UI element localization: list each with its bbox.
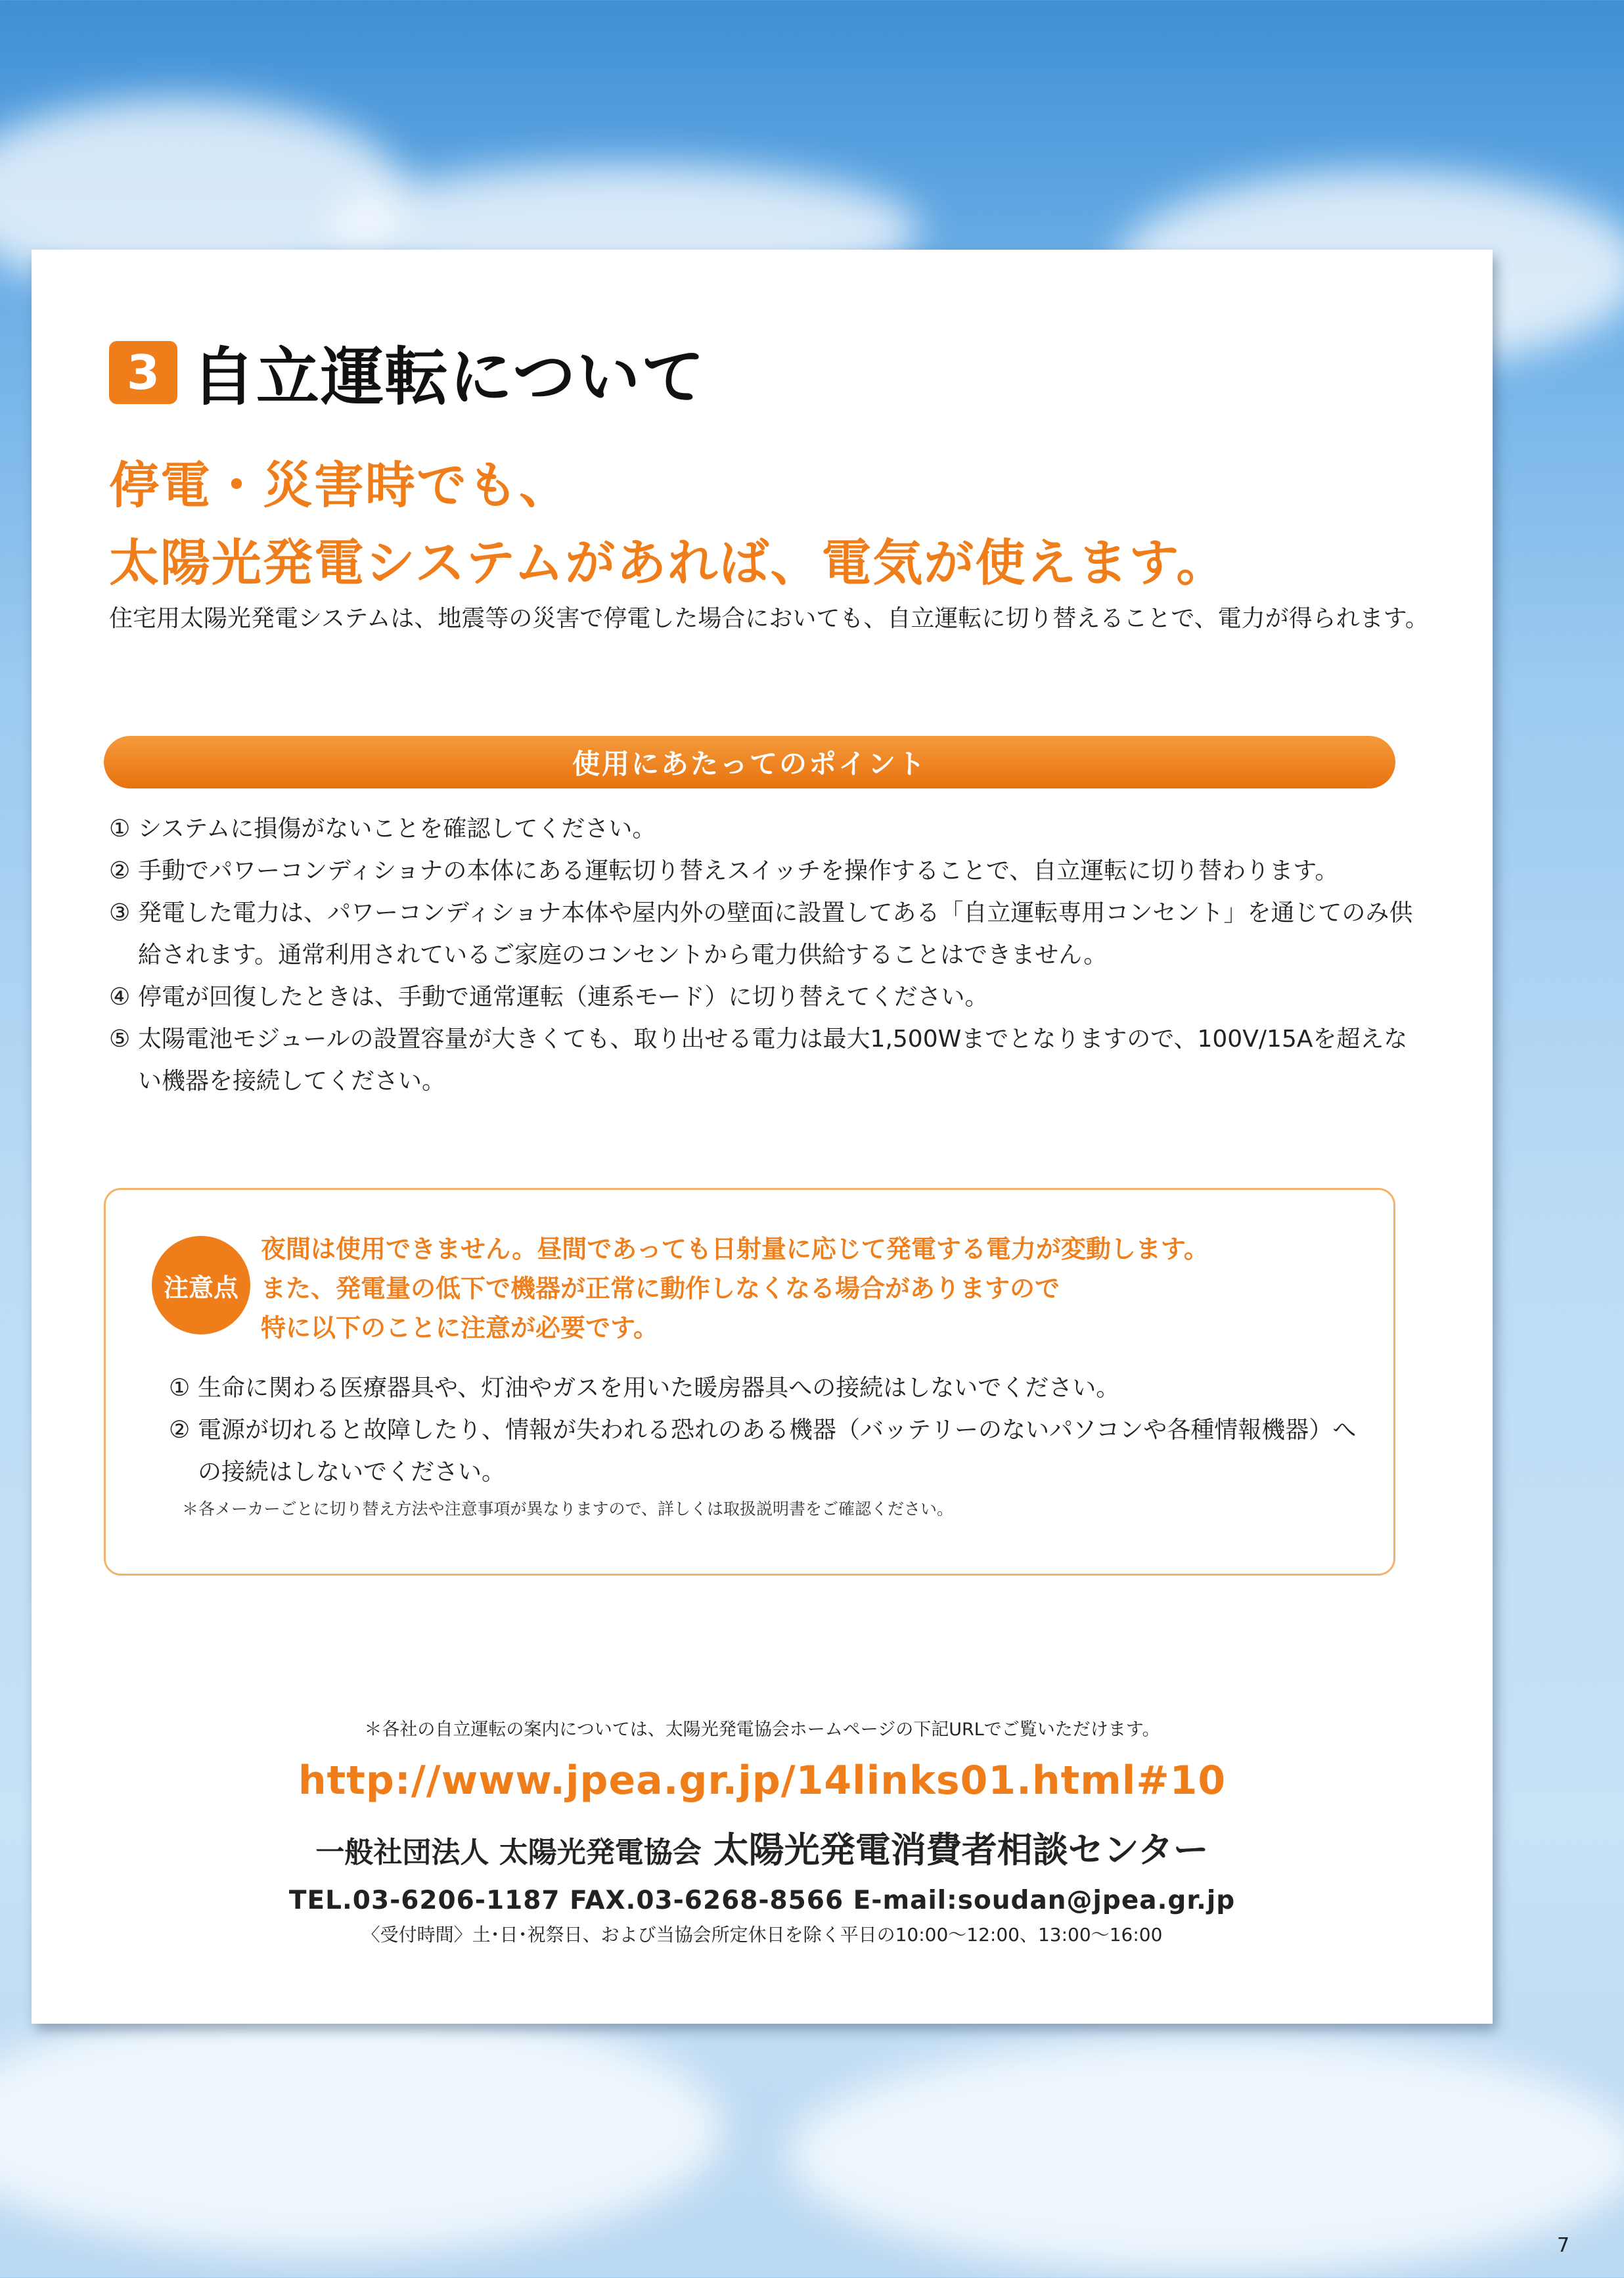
footer-url-link[interactable]: http://www.jpea.gr.jp/14links01.html#10	[298, 1758, 1227, 1804]
list-item	[169, 1367, 1365, 1409]
item-number: ③	[109, 900, 131, 926]
consumer-center-name: 太陽光発電消費者相談センター	[713, 1829, 1209, 1871]
item-text: 生命に関わる医療器具や、灯油やガスを用いた暖房器具への接続はしないでください。	[198, 1375, 1120, 1401]
points-heading-bar	[104, 736, 1395, 788]
footer-hours: 〈受付時間〉土･日･祝祭日、および当協会所定休日を除く平日の10:00～12:00、13:00～16:00	[361, 1924, 1163, 1946]
notice-warning	[261, 1229, 1209, 1348]
item-text: 太陽電池モジュールの設置容量が大きくても、取り出せる電力は最大1,500Wまでとなりますので、100V/15Aを超えない機器を接続してください。	[138, 1026, 1408, 1095]
list-item	[109, 976, 1430, 1018]
list-item	[109, 808, 1430, 850]
section-header	[109, 327, 706, 417]
cloud-decoration	[0, 2004, 723, 2254]
item-text: システムに損傷がないことを確認してください。	[138, 815, 656, 842]
notice-line-1: 夜間は使用できません。昼間であっても日射量に応じて発電する電力が変動します。	[261, 1235, 1209, 1264]
item-number: ②	[169, 1417, 191, 1444]
notice-badge: 注意点	[152, 1236, 250, 1334]
footer	[32, 1715, 1493, 1947]
notice-line-3: 特に以下のことに注意が必要です。	[261, 1313, 658, 1342]
notice-line-2: また、発電量の低下で機器が正常に動作しなくなる場合がありますので	[261, 1274, 1060, 1303]
item-text: 停電が回復したときは、手動で通常運転（連系モード）に切り替えてください。	[138, 984, 989, 1011]
headline	[109, 447, 1227, 602]
notice-list	[169, 1367, 1365, 1522]
footer-note: ＊各社の自立運転の案内については、太陽光発電協会ホームページの下記URLでご覧いただけます。	[364, 1720, 1160, 1740]
item-number: ②	[109, 857, 131, 884]
organization-name: 一般社団法人 太陽光発電協会	[315, 1836, 702, 1869]
headline-line-1: 停電・災害時でも、	[109, 456, 570, 514]
list-item	[109, 850, 1430, 892]
item-number: ④	[109, 984, 131, 1011]
page-number: 7	[1557, 2234, 1570, 2257]
fine-print: ＊各メーカーごとに切り替え方法や注意事項が異なりますので、詳しくは取扱説明書をご確認ください。	[182, 1499, 954, 1518]
notice-box	[104, 1188, 1395, 1576]
footer-organization	[32, 1822, 1493, 1873]
list-item	[169, 1409, 1365, 1493]
section-number-badge: 3	[109, 341, 177, 404]
item-number: ①	[169, 1375, 191, 1401]
points-list	[109, 808, 1430, 1103]
content-card	[32, 250, 1493, 2024]
headline-line-2: 太陽光発電システムがあれば、電気が使えます。	[109, 534, 1228, 592]
item-number: ①	[109, 815, 131, 842]
footer-contact: TEL.03-6206-1187 FAX.03-6268-8566 E-mail:soudan@jpea.gr.jp	[288, 1886, 1236, 1915]
item-text: 手動でパワーコンディショナの本体にある運転切り替えスイッチを操作することで、自立運転に切り替わります。	[138, 857, 1339, 884]
lead-paragraph: 住宅用太陽光発電システムは、地震等の災害で停電した場合においても、自立運転に切り替えることで、電力が得られます。	[109, 605, 1429, 632]
item-text: 発電した電力は、パワーコンディショナ本体や屋内外の壁面に設置してある「自立運転専用コンセント」を通じてのみ供給されます。通常利用されているご家庭のコンセントから電力供給することはできません。	[138, 900, 1413, 968]
cloud-decoration	[788, 2037, 1624, 2273]
section-title: 自立運転について	[192, 340, 706, 414]
list-item	[109, 892, 1430, 976]
item-text: 電源が切れると故障したり、情報が失われる恐れのある機器（バッテリーのないパソコンや各種情報機器）への接続はしないでください。	[198, 1417, 1357, 1486]
list-item	[109, 1018, 1430, 1103]
points-heading: 使用にあたってのポイント	[572, 748, 927, 780]
item-number: ⑤	[109, 1026, 131, 1053]
